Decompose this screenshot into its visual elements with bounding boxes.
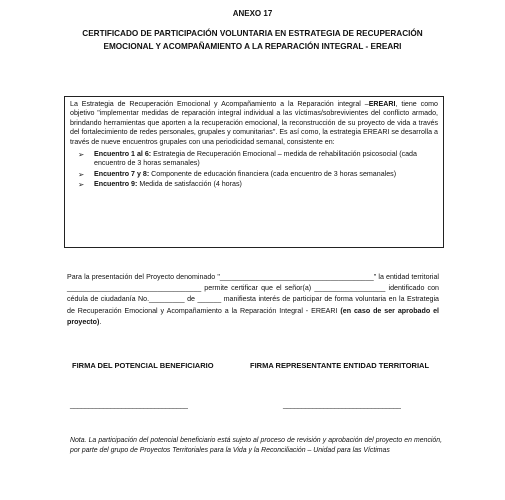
- footnote: Nota. La participación del potencial beneficiario está sujeto al proceso de revisión y aprobación del proyecto en mención, por parte del grupo de Proyectos Territoriales para la Vida y la Reconciliación – Unidad para las Víctimas: [70, 437, 442, 454]
- list-item: ➢ Encuentro 7 y 8: Componente de educación financiera (cada encuentro de 3 horas semanales): [78, 169, 397, 179]
- representative-signature-line: ________________________________: [283, 400, 401, 409]
- encounters-list: [70, 150, 438, 190]
- arrow-bullet-icon: ➢: [78, 150, 85, 160]
- document-title: [60, 28, 445, 53]
- arrow-bullet-icon: ➢: [78, 169, 85, 179]
- certification-paragraph: Para la presentación del Proyecto denominado "_______________________________________" la entidad territorial __________________________________ permite certificar que el señor(a) __________________ identificado con cédula de ciudadanía No._________ de ______ manifiesta interés de participar de forma voluntaria en la Estrategia de Recuperación Emocional y Acompañamiento a la Reparación Integral - EREARI (en caso de ser aprobado el proyecto).: [67, 273, 439, 326]
- annex-label: ANEXO 17: [232, 9, 273, 18]
- title-line-2: EMOCIONAL Y ACOMPAÑAMIENTO A LA REPARACIÓN INTEGRAL - EREARI: [103, 41, 402, 51]
- arrow-bullet-icon: ➢: [78, 180, 85, 190]
- list-item: ➢ Encuentro 1 al 6: Estrategia de Recuperación Emocional – medida de rehabilitación psicosocial (cada encuentro de 3 horas semanales): [78, 150, 417, 168]
- representative-signature-label: FIRMA REPRESENTANTE ENTIDAD TERRITORIAL: [250, 361, 430, 370]
- list-item: ➢ Encuentro 9: Medida de satisfacción (4 horas): [78, 180, 242, 190]
- title-line-1: CERTIFICADO DE PARTICIPACIÓN VOLUNTARIA EN ESTRATEGIA DE RECUPERACIÓN: [82, 29, 423, 38]
- strategy-intro: La Estrategia de Recuperación Emocional y Acompañamiento a la Reparación integral –EREARI, tiene como objetivo "implementar medidas de reparación integral individual a las víctimas/sobrevivientes del conflicto armado, brindando herramientas que aporten a la recuperación emocional, la reconstrucción de su proyecto de vida a través del fortalecimiento de redes personales, grupales y comunitarias". Es así como, la estrategia EREARI se desarrolla a través de nueve encuentros grupales con una periodicidad semanal, consistente en:: [70, 100, 438, 146]
- beneficiary-signature-line: ________________________________: [70, 400, 188, 409]
- strategy-description-box: [64, 96, 444, 248]
- beneficiary-signature-label: FIRMA DEL POTENCIAL BENEFICIARIO: [72, 361, 214, 370]
